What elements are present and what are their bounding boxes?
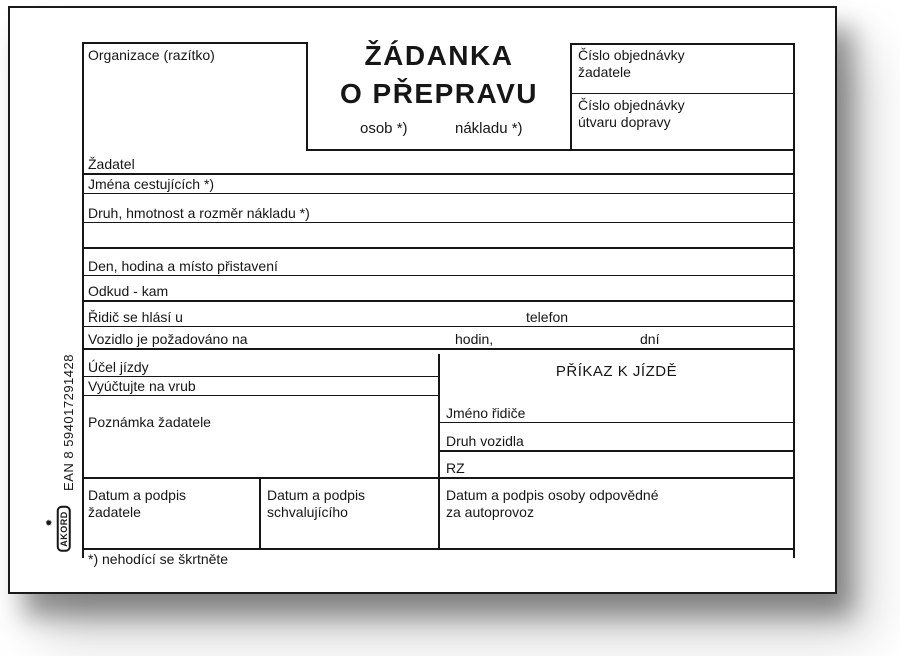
row-label-plate: RZ xyxy=(446,460,465,476)
row-line-chargeto xyxy=(82,395,440,396)
row-line-vehicle xyxy=(82,348,795,350)
title-strip-bottom-line xyxy=(306,149,795,151)
column-divider-line xyxy=(438,354,440,550)
footnote: *) nehodící se škrtněte xyxy=(88,551,229,567)
form-title-line1: ŽÁDANKA xyxy=(364,40,514,71)
signature-responsible-label xyxy=(446,487,786,521)
signature-applicant-label xyxy=(88,487,253,521)
order-box-top-line xyxy=(570,43,795,45)
signature-responsible-line2: za autoprovoz xyxy=(446,504,534,520)
akord-logo xyxy=(45,505,80,553)
order-number-transport-label xyxy=(578,97,790,131)
row-label-phone: telefon xyxy=(526,309,569,325)
row-line-passengers xyxy=(82,193,795,194)
order-number-transport-line2: útvaru dopravy xyxy=(578,114,671,130)
row-label-passenger-names: Jména cestujících *) xyxy=(88,176,215,192)
signature-applicant-line1: Datum a podpis xyxy=(88,487,187,503)
row-label-purpose: Účel jízdy xyxy=(88,359,149,375)
row-line-driver xyxy=(82,326,795,327)
drive-order-heading: PŘÍKAZ K JÍZDĚ xyxy=(555,363,678,380)
ean-code-text: EAN 8 594017291428 xyxy=(60,353,76,491)
row-label-driver-name: Jméno řidiče xyxy=(446,405,526,421)
signature-divider-line xyxy=(259,477,261,550)
sunburst-icon: ✹ xyxy=(45,518,53,528)
row-line-fromto xyxy=(82,300,795,302)
row-label-vehicle-type: Druh vozidla xyxy=(446,433,524,449)
order-number-applicant-line1: Číslo objednávky xyxy=(578,47,685,63)
row-line-drivername xyxy=(438,422,795,423)
row-label-cargo: Druh, hmotnost a rozměr nákladu *) xyxy=(88,205,310,221)
row-line-applicant xyxy=(82,173,795,175)
row-label-arrival: Den, hodina a místo přistavení xyxy=(88,258,278,274)
order-number-applicant-label xyxy=(578,47,790,81)
signature-applicant-line2: žadatele xyxy=(88,504,141,520)
signature-row-top-line xyxy=(82,477,795,479)
signature-approver-label xyxy=(267,487,432,521)
row-label-applicant-note: Poznámka žadatele xyxy=(88,414,211,430)
row-label-hours: hodin, xyxy=(455,331,494,347)
row-line-empty xyxy=(82,247,795,249)
row-line-cargo xyxy=(82,222,795,223)
row-line-arrival xyxy=(82,275,795,276)
organization-box-top-line xyxy=(82,42,308,44)
ean-code xyxy=(46,348,90,496)
order-box-mid-line xyxy=(570,93,795,94)
signature-approver-line2: schvalujícího xyxy=(267,504,348,520)
table-bottom-line xyxy=(82,548,795,550)
row-label-driver-reports: Řidič se hlásí u xyxy=(88,309,183,325)
order-number-applicant-line2: žadatele xyxy=(578,64,631,80)
row-line-purpose xyxy=(82,376,440,377)
akord-logo-text: AKORD xyxy=(57,506,71,552)
row-line-vehicletype xyxy=(438,450,795,452)
order-number-transport-line1: Číslo objednávky xyxy=(578,97,685,113)
row-label-charge-to: Vyúčtujte na vrub xyxy=(88,378,196,394)
row-label-from-to: Odkud - kam xyxy=(88,283,169,299)
organization-stamp-label: Organizace (razítko) xyxy=(88,47,215,63)
form-title-line2: O PŘEPRAVU xyxy=(339,78,539,109)
form-paper xyxy=(8,6,837,594)
row-label-days: dní xyxy=(640,331,660,347)
subtitle-cargo: nákladu *) xyxy=(455,120,523,137)
signature-approver-line1: Datum a podpis xyxy=(267,487,366,503)
signature-responsible-line1: Datum a podpis osoby odpovědné xyxy=(446,487,659,503)
subtitle-persons: osob *) xyxy=(360,120,408,137)
row-label-applicant: Žadatel xyxy=(88,156,135,172)
row-label-vehicle-requested: Vozidlo je požadováno na xyxy=(88,331,248,347)
